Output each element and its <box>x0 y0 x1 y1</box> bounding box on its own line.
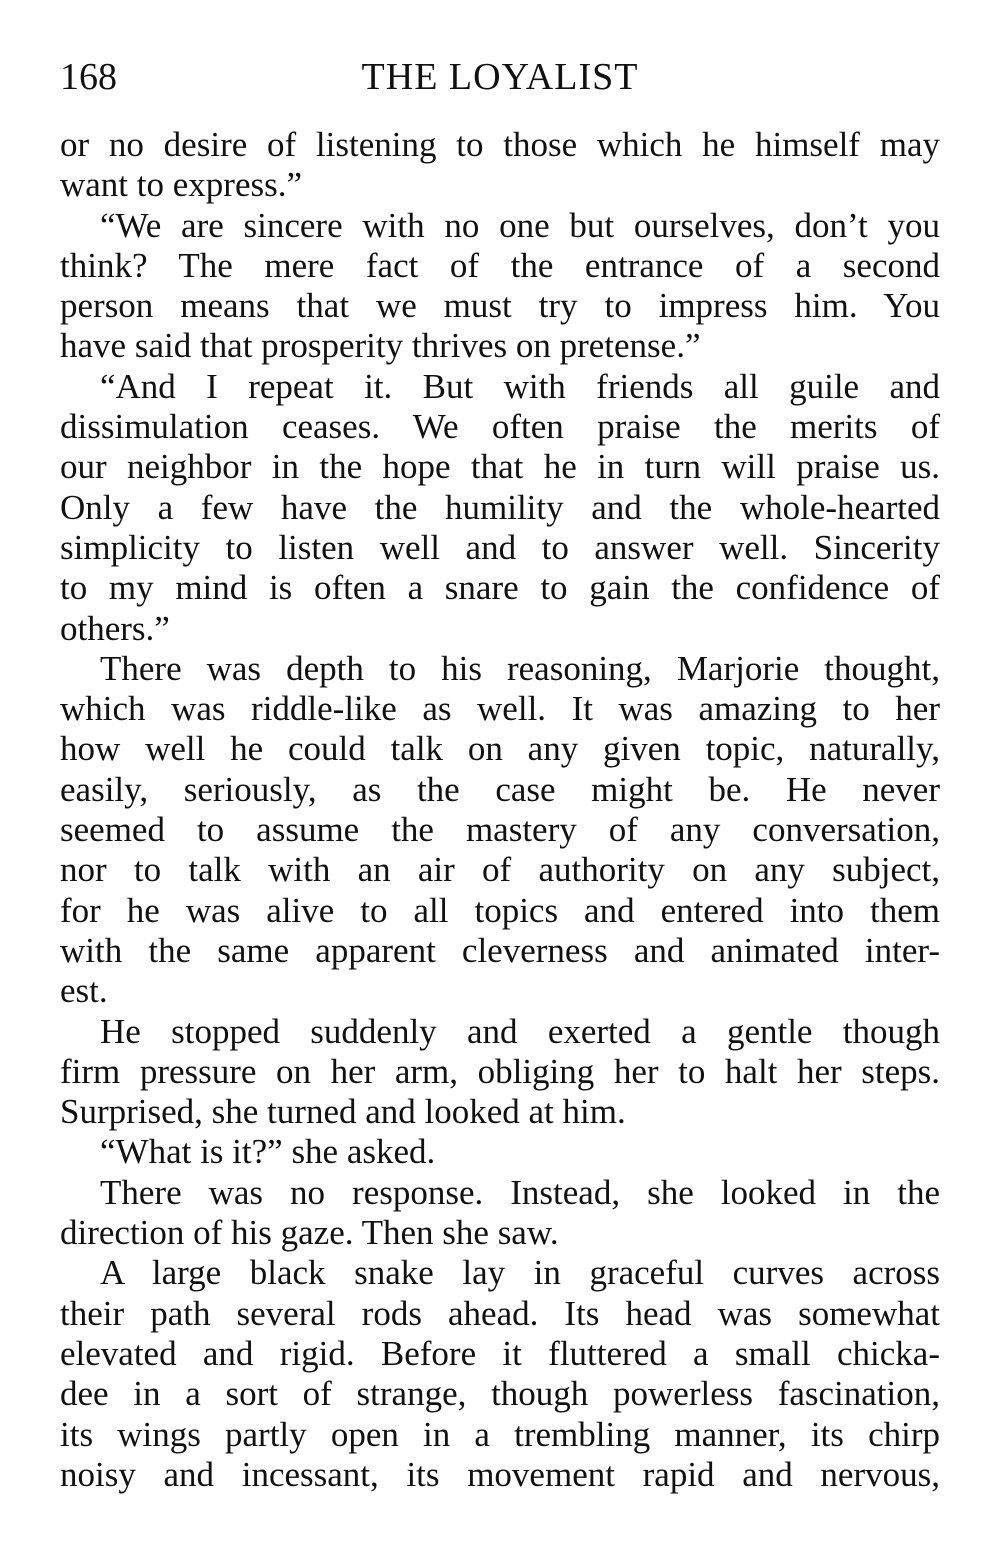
text-line: noisy and incessant, its movement rapid and nervous, <box>60 1454 940 1494</box>
text-line: “What is it?” she asked. <box>100 1132 436 1172</box>
text-line: There was no response. Instead, she looked in the <box>100 1172 940 1212</box>
text-line: “And I repeat it. But with friends all guile and <box>100 366 940 406</box>
text-line: others.” <box>60 608 170 648</box>
text-line: nor to talk with an air of authority on any subject, <box>60 850 940 890</box>
text-line: direction of his gaze. Then she saw. <box>60 1213 559 1253</box>
text-line: dee in a sort of strange, though powerless fascination, <box>60 1374 940 1414</box>
text-line: simplicity to listen well and to answer well. Sincerity <box>60 527 940 567</box>
text-line: have said that prosperity thrives on pretense.” <box>60 326 701 366</box>
text-line: seemed to assume the mastery of any conversation, <box>60 810 940 850</box>
text-line: est. <box>60 971 108 1011</box>
body-text <box>60 125 940 1495</box>
text-line: easily, seriously, as the case might be. He never <box>60 769 940 809</box>
text-line: Only a few have the humility and the whole-hearted <box>60 487 940 527</box>
text-line: Surprised, she turned and looked at him. <box>60 1092 626 1132</box>
text-line: which was riddle-like as well. It was amazing to her <box>60 689 940 729</box>
book-title: THE LOYALIST <box>361 56 639 98</box>
text-line: There was depth to his reasoning, Marjorie thought, <box>100 648 940 688</box>
text-line: or no desire of listening to those which he himself may <box>60 125 940 164</box>
text-line: “We are sincere with no one but ourselves, don’t you <box>100 205 940 245</box>
text-line: with the same apparent cleverness and animated inter- <box>60 930 940 970</box>
running-head <box>60 52 940 102</box>
text-line: for he was alive to all topics and entered into them <box>60 890 940 930</box>
text-line: our neighbor in the hope that he in turn will praise us. <box>60 447 940 487</box>
text-line: its wings partly open in a trembling manner, its chirp <box>60 1414 940 1454</box>
page-number: 168 <box>60 56 117 98</box>
text-line: elevated and rigid. Before it fluttered a small chicka- <box>60 1333 940 1373</box>
text-line: A large black snake lay in graceful curves across <box>100 1253 940 1293</box>
text-line: person means that we must try to impress him. You <box>60 286 940 326</box>
text-line: dissimulation ceases. We often praise the merits of <box>60 407 940 447</box>
text-line: He stopped suddenly and exerted a gentle though <box>100 1011 940 1051</box>
text-line: their path several rods ahead. Its head was somewhat <box>60 1293 940 1333</box>
text-line: think? The mere fact of the entrance of a second <box>60 245 940 285</box>
text-line: to my mind is often a snare to gain the confidence of <box>60 568 940 608</box>
text-line: want to express.” <box>60 165 303 205</box>
text-line: firm pressure on her arm, obliging her to halt her steps. <box>60 1051 940 1091</box>
text-line: how well he could talk on any given topic, naturally, <box>60 729 940 769</box>
